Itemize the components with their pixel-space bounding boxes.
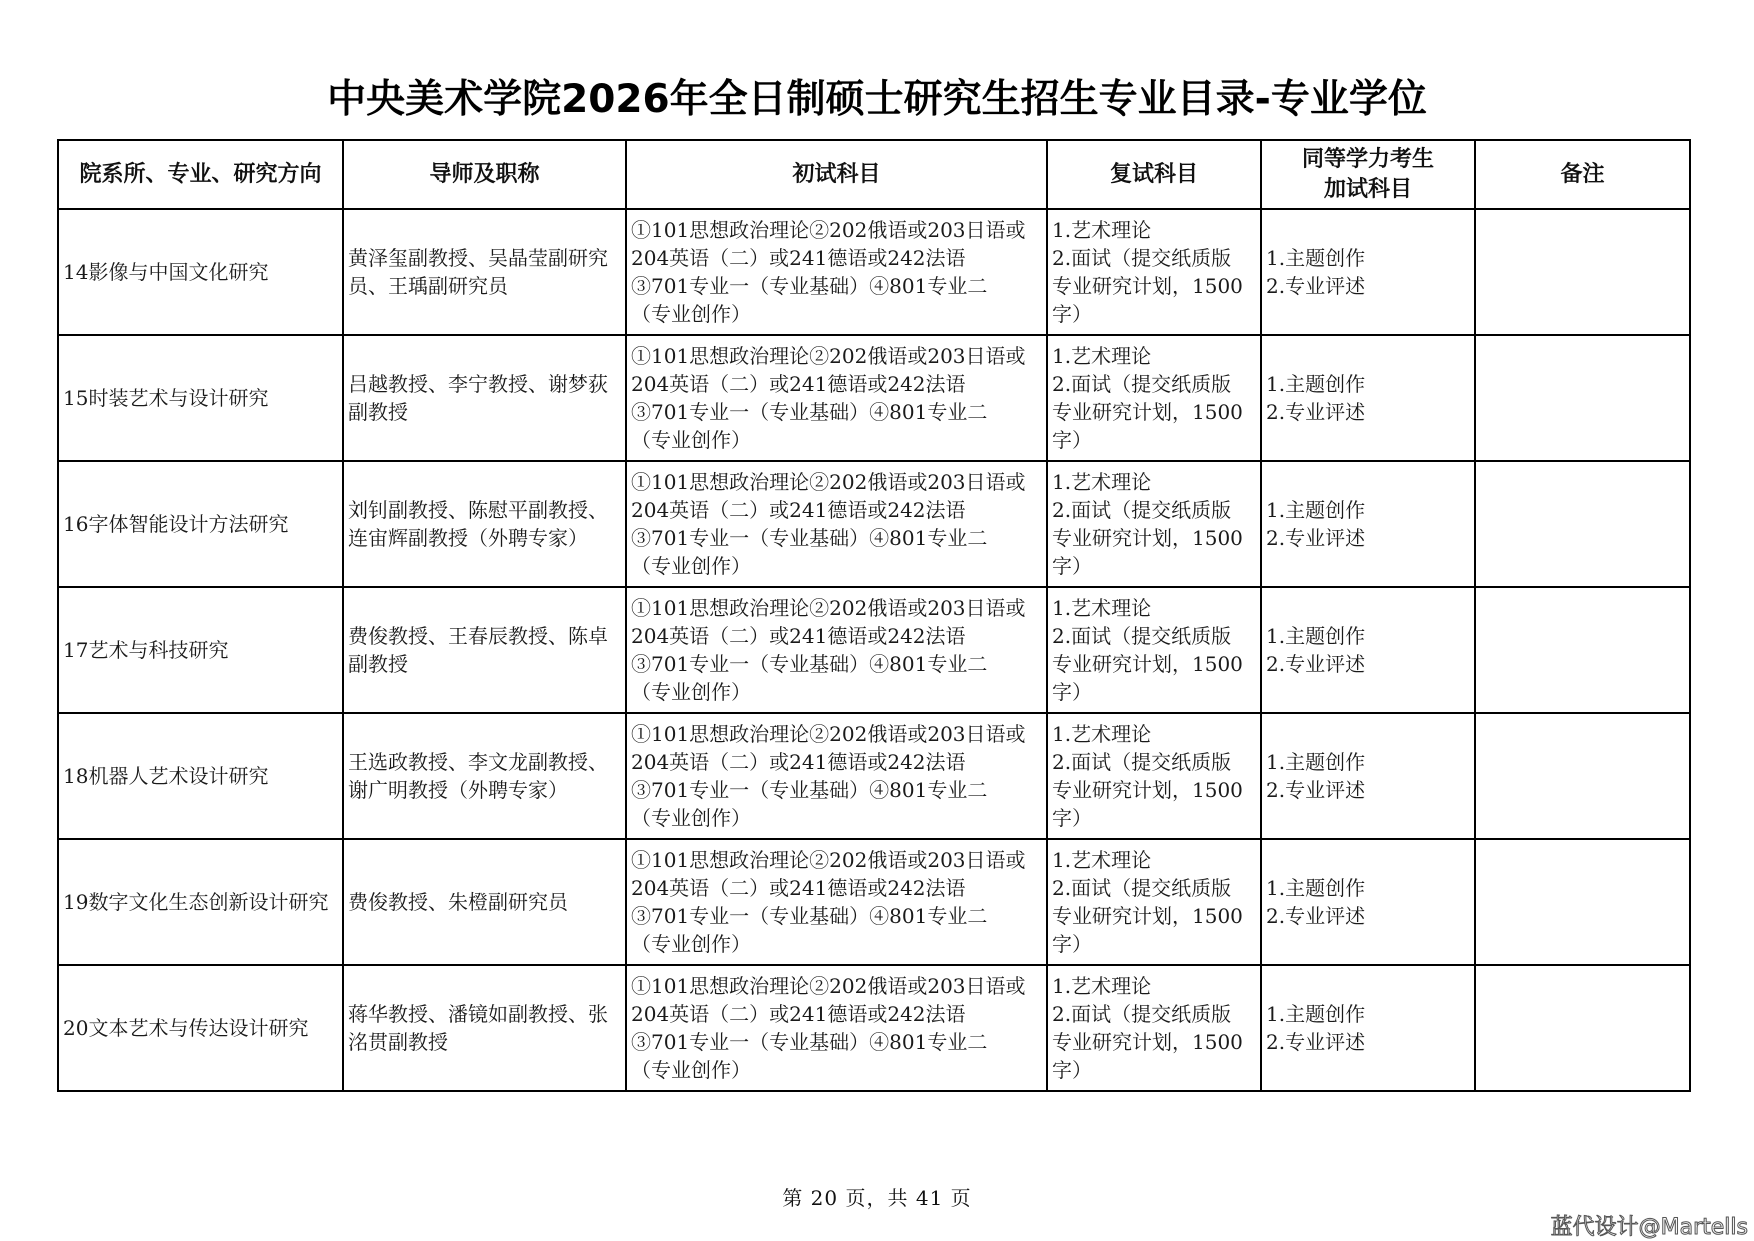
header-prelim-exam: 初试科目 (626, 140, 1047, 209)
retest-cell (1047, 461, 1261, 587)
direction-cell-text: 16字体智能设计方法研究 (63, 512, 289, 536)
retest-cell-line: 专业研究计划，1500 (1052, 526, 1243, 550)
retest-cell-line: 2.面试（提交纸质版 (1052, 624, 1232, 648)
retest-cell-line: 1.艺术理论 (1052, 596, 1152, 620)
advisors-cell-text: 吕越教授、李宁教授、谢梦荻副教授 (348, 372, 608, 424)
equivalent-exam-cell-line: 2.专业评述 (1266, 652, 1366, 676)
retest-cell-line: 专业研究计划，1500 (1052, 400, 1243, 424)
prelim-exam-cell-line: 204英语（二）或241德语或242法语 (631, 750, 966, 774)
equivalent-exam-cell-line: 2.专业评述 (1266, 778, 1366, 802)
header-advisors: 导师及职称 (343, 140, 626, 209)
equivalent-exam-cell-line: 1.主题创作 (1266, 750, 1366, 774)
prelim-exam-cell-line: 204英语（二）或241德语或242法语 (631, 246, 966, 270)
direction-cell-text: 19数字文化生态创新设计研究 (63, 890, 329, 914)
retest-cell (1047, 713, 1261, 839)
prelim-exam-cell-line: ①101思想政治理论②202俄语或203日语或 (631, 218, 1026, 242)
equivalent-exam-cell-line: 1.主题创作 (1266, 246, 1366, 270)
equivalent-exam-cell-line: 1.主题创作 (1266, 876, 1366, 900)
retest-cell-line: 2.面试（提交纸质版 (1052, 750, 1232, 774)
equivalent-exam-cell (1261, 713, 1475, 839)
direction-cell (58, 209, 343, 335)
advisors-cell (343, 965, 626, 1091)
retest-cell-line: 1.艺术理论 (1052, 848, 1152, 872)
prelim-exam-cell (626, 713, 1047, 839)
table-row (58, 713, 1690, 839)
prelim-exam-cell-line: （专业创作） (631, 680, 751, 704)
advisors-cell-text: 刘钊副教授、陈慰平副教授、连宙辉副教授（外聘专家） (348, 498, 608, 550)
prelim-exam-cell-line: ③701专业一（专业基础）④801专业二 (631, 778, 988, 802)
prelim-exam-cell-line: （专业创作） (631, 302, 751, 326)
remarks-cell (1475, 965, 1690, 1091)
prelim-exam-cell-line: （专业创作） (631, 932, 751, 956)
remarks-cell (1475, 209, 1690, 335)
advisors-cell (343, 335, 626, 461)
retest-cell-line: 专业研究计划，1500 (1052, 652, 1243, 676)
prelim-exam-cell-line: ①101思想政治理论②202俄语或203日语或 (631, 344, 1026, 368)
remarks-cell (1475, 587, 1690, 713)
advisors-cell (343, 209, 626, 335)
prelim-exam-cell-line: ①101思想政治理论②202俄语或203日语或 (631, 596, 1026, 620)
direction-cell-text: 20文本艺术与传达设计研究 (63, 1016, 309, 1040)
retest-cell-line: 2.面试（提交纸质版 (1052, 1002, 1232, 1026)
table-row (58, 461, 1690, 587)
prelim-exam-cell (626, 335, 1047, 461)
retest-cell-line: 字） (1052, 932, 1092, 956)
advisors-cell (343, 461, 626, 587)
table-row (58, 965, 1690, 1091)
equivalent-exam-cell-line: 1.主题创作 (1266, 624, 1366, 648)
prelim-exam-cell-line: ①101思想政治理论②202俄语或203日语或 (631, 974, 1026, 998)
equivalent-exam-cell (1261, 839, 1475, 965)
advisors-cell (343, 587, 626, 713)
direction-cell-text: 18机器人艺术设计研究 (63, 764, 269, 788)
direction-cell (58, 713, 343, 839)
prelim-exam-cell-line: 204英语（二）或241德语或242法语 (631, 498, 966, 522)
advisors-cell-text: 王选政教授、李文龙副教授、谢广明教授（外聘专家） (348, 750, 608, 802)
header-equivalent-exam: 同等学力考生加试科目 (1261, 140, 1475, 209)
table-row (58, 335, 1690, 461)
remarks-cell (1475, 839, 1690, 965)
retest-cell-line: 字） (1052, 806, 1092, 830)
retest-cell-line: 2.面试（提交纸质版 (1052, 372, 1232, 396)
retest-cell-line: 专业研究计划，1500 (1052, 1030, 1243, 1054)
prelim-exam-cell-line: ③701专业一（专业基础）④801专业二 (631, 652, 988, 676)
equivalent-exam-cell-line: 2.专业评述 (1266, 526, 1366, 550)
direction-cell (58, 587, 343, 713)
retest-cell-line: 1.艺术理论 (1052, 722, 1152, 746)
remarks-cell (1475, 713, 1690, 839)
header-retest: 复试科目 (1047, 140, 1261, 209)
document-title: 中央美术学院2026年全日制硕士研究生招生专业目录-专业学位 (327, 77, 1427, 122)
retest-cell (1047, 209, 1261, 335)
retest-cell (1047, 587, 1261, 713)
direction-cell-text: 15时装艺术与设计研究 (63, 386, 269, 410)
retest-cell-line: 1.艺术理论 (1052, 344, 1152, 368)
retest-cell-line: 1.艺术理论 (1052, 470, 1152, 494)
retest-cell-line: 字） (1052, 302, 1092, 326)
prelim-exam-cell-line: 204英语（二）或241德语或242法语 (631, 1002, 966, 1026)
equivalent-exam-cell-line: 1.主题创作 (1266, 1002, 1366, 1026)
equivalent-exam-cell-line: 2.专业评述 (1266, 400, 1366, 424)
table-row (58, 839, 1690, 965)
prelim-exam-cell-line: （专业创作） (631, 428, 751, 452)
direction-cell-text: 14影像与中国文化研究 (63, 260, 269, 284)
equivalent-exam-cell (1261, 965, 1475, 1091)
prelim-exam-cell-line: ①101思想政治理论②202俄语或203日语或 (631, 722, 1026, 746)
equivalent-exam-cell-line: 2.专业评述 (1266, 904, 1366, 928)
advisors-cell (343, 713, 626, 839)
watermark: 蓝代设计@Martells (1550, 1215, 1748, 1240)
prelim-exam-cell-line: ③701专业一（专业基础）④801专业二 (631, 904, 988, 928)
remarks-cell (1475, 335, 1690, 461)
retest-cell-line: 专业研究计划，1500 (1052, 904, 1243, 928)
advisors-cell-text: 黄泽玺副教授、吴晶莹副研究员、王瑀副研究员 (348, 246, 608, 298)
equivalent-exam-cell-line: 2.专业评述 (1266, 1030, 1366, 1054)
advisors-cell-text: 费俊教授、朱橙副研究员 (348, 890, 568, 914)
direction-cell (58, 965, 343, 1091)
advisors-cell-text: 蒋华教授、潘镜如副教授、张洺贯副教授 (348, 1002, 608, 1054)
direction-cell-text: 17艺术与科技研究 (63, 638, 229, 662)
table-row (58, 209, 1690, 335)
prelim-exam-cell (626, 209, 1047, 335)
retest-cell (1047, 965, 1261, 1091)
retest-cell-line: 字） (1052, 428, 1092, 452)
retest-cell-line: 2.面试（提交纸质版 (1052, 876, 1232, 900)
table-row (58, 587, 1690, 713)
equivalent-exam-cell-line: 2.专业评述 (1266, 274, 1366, 298)
direction-cell (58, 839, 343, 965)
retest-cell (1047, 839, 1261, 965)
prelim-exam-cell (626, 461, 1047, 587)
program-catalog-table (57, 139, 1691, 1092)
advisors-cell-text: 费俊教授、王春辰教授、陈卓副教授 (348, 624, 608, 676)
retest-cell-line: 专业研究计划，1500 (1052, 274, 1243, 298)
prelim-exam-cell-line: ③701专业一（专业基础）④801专业二 (631, 400, 988, 424)
prelim-exam-cell-line: ①101思想政治理论②202俄语或203日语或 (631, 470, 1026, 494)
retest-cell-line: 1.艺术理论 (1052, 218, 1152, 242)
prelim-exam-cell-line: （专业创作） (631, 554, 751, 578)
prelim-exam-cell-line: 204英语（二）或241德语或242法语 (631, 624, 966, 648)
retest-cell-line: 字） (1052, 554, 1092, 578)
advisors-cell (343, 839, 626, 965)
prelim-exam-cell-line: （专业创作） (631, 1058, 751, 1082)
retest-cell-line: 2.面试（提交纸质版 (1052, 246, 1232, 270)
table-header-row (58, 140, 1690, 209)
prelim-exam-cell-line: ③701专业一（专业基础）④801专业二 (631, 1030, 988, 1054)
prelim-exam-cell-line: 204英语（二）或241德语或242法语 (631, 876, 966, 900)
prelim-exam-cell-line: 204英语（二）或241德语或242法语 (631, 372, 966, 396)
equivalent-exam-cell (1261, 209, 1475, 335)
direction-cell (58, 461, 343, 587)
equivalent-exam-cell (1261, 335, 1475, 461)
remarks-cell (1475, 461, 1690, 587)
equivalent-exam-cell (1261, 587, 1475, 713)
prelim-exam-cell-line: ③701专业一（专业基础）④801专业二 (631, 274, 988, 298)
retest-cell-line: 1.艺术理论 (1052, 974, 1152, 998)
retest-cell-line: 字） (1052, 1058, 1092, 1082)
retest-cell-line: 字） (1052, 680, 1092, 704)
equivalent-exam-cell-line: 1.主题创作 (1266, 498, 1366, 522)
prelim-exam-cell-line: ①101思想政治理论②202俄语或203日语或 (631, 848, 1026, 872)
prelim-exam-cell (626, 839, 1047, 965)
retest-cell-line: 专业研究计划，1500 (1052, 778, 1243, 802)
prelim-exam-cell-line: （专业创作） (631, 806, 751, 830)
retest-cell (1047, 335, 1261, 461)
header-remarks: 备注 (1475, 140, 1690, 209)
prelim-exam-cell (626, 587, 1047, 713)
header-direction: 院系所、专业、研究方向 (58, 140, 343, 209)
prelim-exam-cell (626, 965, 1047, 1091)
page-number: 第 20 页，共 41 页 (782, 1186, 972, 1210)
retest-cell-line: 2.面试（提交纸质版 (1052, 498, 1232, 522)
prelim-exam-cell-line: ③701专业一（专业基础）④801专业二 (631, 526, 988, 550)
equivalent-exam-cell (1261, 461, 1475, 587)
equivalent-exam-cell-line: 1.主题创作 (1266, 372, 1366, 396)
direction-cell (58, 335, 343, 461)
